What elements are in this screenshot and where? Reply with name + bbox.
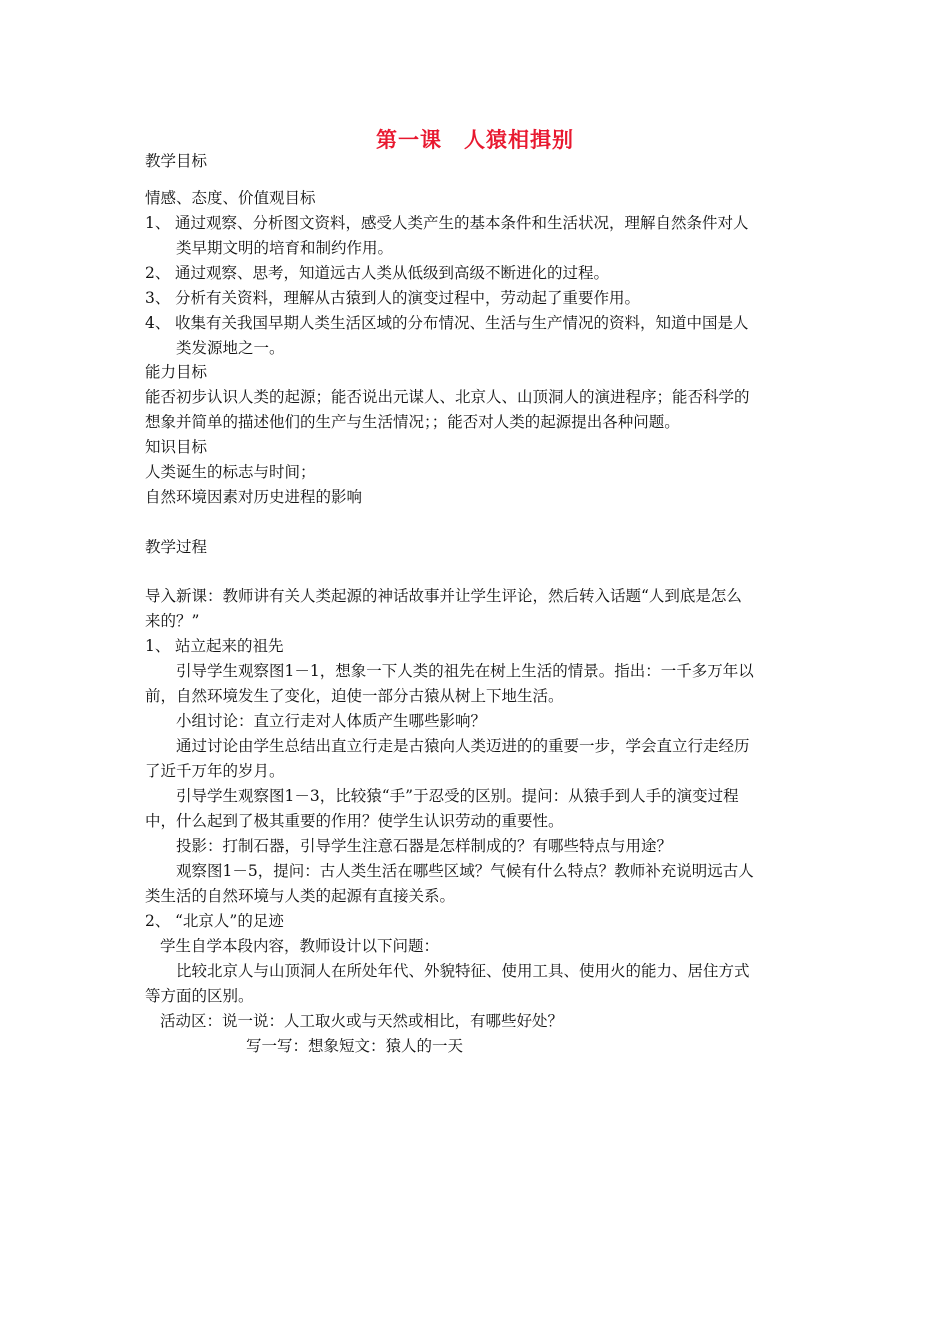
emotion-item-2 xyxy=(145,261,810,285)
section1-line: 了近千万年的岁月。 xyxy=(145,762,285,780)
knowledge-line: 人类诞生的标志与时间； xyxy=(145,463,316,481)
section1-line: 引导学生观察图1－3，比较猿“手”于忍受的区别。提问：从猿手到人手的演变过程 xyxy=(176,787,739,805)
section1-line: 投影：打制石器，引导学生注意石器是怎样制成的？有哪些特点与用途？ xyxy=(176,837,673,855)
section2-heading xyxy=(145,909,810,933)
section-title: “北京人”的足迹 xyxy=(175,912,284,930)
emotion-item-1-cont: 类早期文明的培育和制约作用。 xyxy=(176,239,394,257)
section1-line: 引导学生观察图1－1，想象一下人类的祖先在树上生活的情景。指出：一千多万年以 xyxy=(176,662,754,680)
section2-line: 活动区：说一说：人工取火或与天然或相比，有哪些好处？ xyxy=(160,1012,564,1030)
emotion-item-1 xyxy=(145,211,810,235)
section1-line: 中，什么起到了极其重要的作用？使学生认识劳动的重要性。 xyxy=(145,812,564,830)
item-number: 1、 xyxy=(145,214,171,232)
section1-line: 类生活的自然环境与人类的起源有直接关系。 xyxy=(145,887,456,905)
section1-heading xyxy=(145,634,810,658)
item-text: 通过观察、分析图文资料，感受人类产生的基本条件和生活状况，理解自然条件对人 xyxy=(175,214,749,232)
item-text: 通过观察、思考，知道远古人类从低级到高级不断进化的过程。 xyxy=(175,264,610,282)
ability-heading: 能力目标 xyxy=(145,363,208,381)
section2-line: 学生自学本段内容，教师设计以下问题： xyxy=(160,937,440,955)
emotion-item-3 xyxy=(145,286,810,310)
section-number: 2、 xyxy=(145,912,171,930)
item-number: 2、 xyxy=(145,264,171,282)
section1-line: 观察图1－5，提问：古人类生活在哪些区域？气候有什么特点？教师补充说明远古人 xyxy=(176,862,754,880)
emotion-heading: 情感、态度、价值观目标 xyxy=(145,189,316,207)
knowledge-line: 自然环境因素对历史进程的影响 xyxy=(145,488,363,506)
ability-line: 能否初步认识人类的起源；能否说出元谋人、北京人、山顶洞人的演进程序；能否科学的 xyxy=(145,388,750,406)
section2-line: 比较北京人与山顶洞人在所处年代、外貌特征、使用工具、使用火的能力、居住方式 xyxy=(176,962,750,980)
item-number: 3、 xyxy=(145,289,171,307)
section-title: 站立起来的祖先 xyxy=(175,637,284,655)
section1-line: 通过讨论由学生总结出直立行走是古猿向人类迈进的的重要一步，学会直立行走经历 xyxy=(176,737,750,755)
goals-heading: 教学目标 xyxy=(145,152,208,170)
emotion-item-4-cont: 类发源地之一。 xyxy=(176,339,285,357)
emotion-item-4 xyxy=(145,311,810,335)
ability-line: 想象并简单的描述他们的生产与生活情况；；能否对人类的起源提出各种问题。 xyxy=(145,413,680,431)
section2-line: 等方面的区别。 xyxy=(145,987,254,1005)
intro-line: 导入新课：教师讲有关人类起源的神话故事并让学生评论，然后转入话题“人到底是怎么 xyxy=(145,587,742,605)
page-title: 第一课 人猿相揖别 xyxy=(376,127,574,152)
intro-line: 来的？” xyxy=(145,612,200,630)
knowledge-heading: 知识目标 xyxy=(145,438,208,456)
section1-line: 前，自然环境发生了变化，迫使一部分古猿从树上下地生活。 xyxy=(145,687,564,705)
item-text: 收集有关我国早期人类生活区域的分布情况、生活与生产情况的资料，知道中国是人 xyxy=(175,314,749,332)
item-number: 4、 xyxy=(145,314,171,332)
section1-line: 小组讨论：直立行走对人体质产生哪些影响？ xyxy=(176,712,487,730)
section-number: 1、 xyxy=(145,637,171,655)
item-text: 分析有关资料，理解从古猿到人的演变过程中，劳动起了重要作用。 xyxy=(175,289,641,307)
process-heading: 教学过程 xyxy=(145,538,208,556)
final-line: 写一写：想象短文：猿人的一天 xyxy=(246,1037,464,1055)
